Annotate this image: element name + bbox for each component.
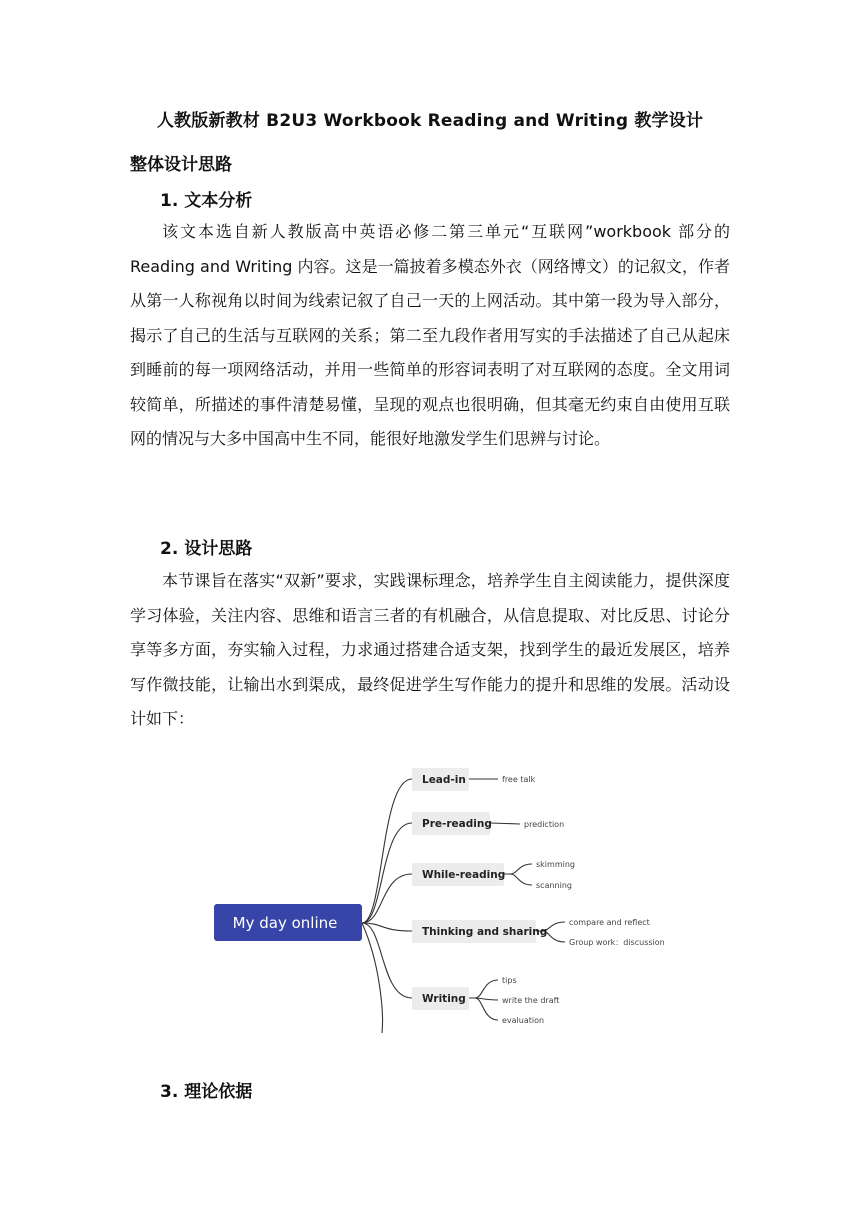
mindmap-leaf-write-draft: write the draft: [502, 996, 560, 1005]
mindmap-node-pre-reading: Pre-reading: [422, 818, 492, 830]
mindmap-leaf-free-talk: free talk: [502, 775, 536, 784]
mindmap-leaf-group-work: Group work：discussion: [569, 938, 665, 947]
paragraph-text-analysis: 该文本选自新人教版高中英语必修二第三单元“互联网”workbook 部分的 Reading and Writing 内容。这是一篇披着多模态外衣（网络博文）的记叙文，作者从第一人称视角以时间为线索记叙了自己一天的上网活动。其中第一段为导入部分，揭示了自己的生活与互联网的关系；第二至九段作者用写实的手法描述了自己从起床到睡前的每一项网络活动，并用一些简单的形容词表明了对互联网的态度。全文用词较简单，所描述的事件清楚易懂，呈现的观点也很明确，但其毫无约束自由使用互联网的情况与大多中国高中生不同，能很好地激发学生们思辨与讨论。: [130, 222, 730, 448]
mindmap-connector: [362, 923, 382, 1033]
heading-text-analysis: 1. 文本分析: [160, 191, 253, 211]
mindmap-leaf-evaluation: evaluation: [502, 1016, 545, 1025]
mindmap-leaf-skimming: skimming: [536, 860, 575, 869]
mindmap-node-while-reading: While-reading: [422, 869, 506, 881]
mindmap-svg: [200, 755, 680, 1040]
paragraph-design-idea: 本节课旨在落实“双新”要求，实践课标理念，培养学生自主阅读能力，提供深度学习体验，关注内容、思维和语言三者的有机融合，从信息提取、对比反思、讨论分享等多方面，夯实输入过程，力求通过搭建合适支架，找到学生的最近发展区，培养写作微技能，让输出水到渠成，最终促进学生写作能力的提升和思维的发展。活动设计如下：: [130, 571, 730, 728]
mindmap-connector: [362, 923, 412, 998]
mindmap-connector: [469, 998, 498, 1020]
page-title: 人教版新教材 B2U3 Workbook Reading and Writing 教学设计: [156, 111, 704, 131]
mindmap-leaf-compare-reflect: compare and reflect: [569, 918, 650, 927]
mindmap-node-lead-in: Lead-in: [422, 774, 466, 786]
mindmap-node-thinking-sharing: Thinking and sharing: [422, 926, 548, 938]
mindmap-node-writing: Writing: [422, 993, 466, 1005]
heading-design-idea: 2. 设计思路: [160, 539, 253, 559]
mindmap-connector: [504, 864, 532, 874]
mindmap-leaf-scanning: scanning: [536, 881, 572, 890]
activity-mindmap: [200, 755, 680, 1040]
mindmap-connector: [490, 823, 520, 824]
mindmap-leaf-tips: tips: [502, 976, 517, 985]
mindmap-leaf-prediction: prediction: [524, 820, 565, 829]
mindmap-root-label: My day online: [232, 914, 338, 932]
mindmap-connector: [504, 874, 532, 885]
section-heading: 整体设计思路: [130, 155, 232, 175]
mindmap-connector: [362, 779, 412, 923]
mindmap-connector: [469, 980, 498, 998]
heading-theory: 3. 理论依据: [160, 1082, 253, 1102]
mindmap-connector: [362, 823, 412, 923]
